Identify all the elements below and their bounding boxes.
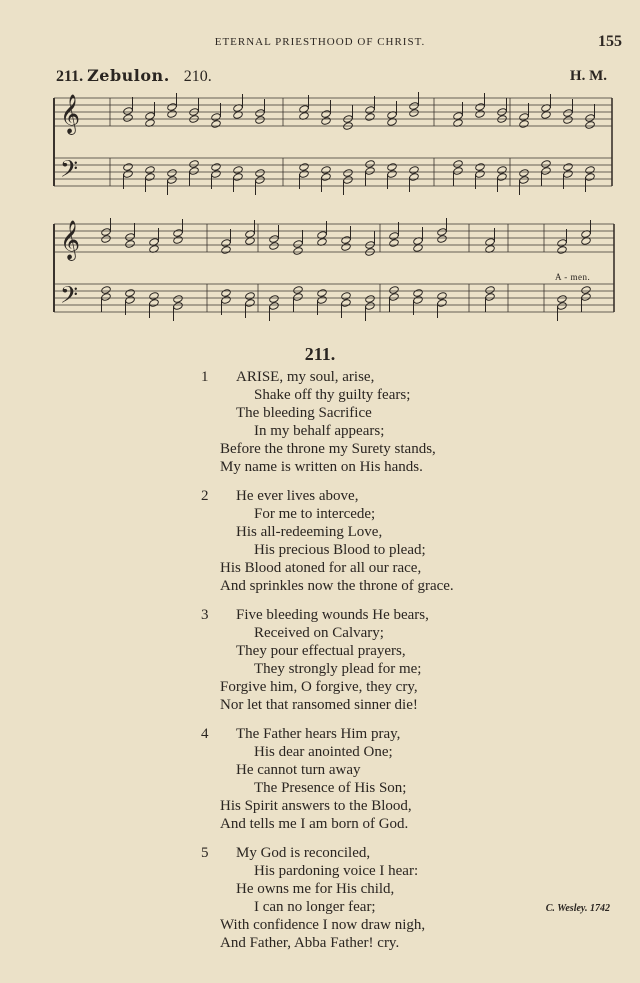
verse-number: 1 [201,369,209,385]
verse-line: And Father, Abba Father! cry. [220,935,400,951]
verse-line: Forgive him, O forgive, they cry, [220,679,418,695]
verse-line: My name is written on His hands. [220,459,423,475]
verse-line: Shake off thy guilty fears; [254,387,411,403]
verse-number: 2 [201,488,209,504]
verse-line: And sprinkles now the throne of grace. [220,578,454,594]
verse-line: The Father hears Him pray, [236,726,401,742]
verse-line: He cannot turn away [236,762,361,778]
verse-line: His dear anointed One; [254,744,393,760]
verse-line: In my behalf appears; [254,423,385,439]
tune-reference: 210. [183,68,212,85]
svg-text:𝄞: 𝄞 [60,94,81,134]
verse-line: My God is reconciled, [236,845,371,861]
verse-line: His precious Blood to plead; [254,542,426,558]
verse-number: 5 [201,845,209,861]
verse [0,725,640,833]
verse [0,606,640,714]
verse-line: And tells me I am born of God. [220,816,409,832]
verse [0,487,640,595]
verse-number: 4 [201,726,209,742]
hymn-number: 211. [304,344,336,364]
attribution: C. Wesley. 1742 [545,903,610,914]
verse-line: The Presence of His Son; [254,780,407,796]
verse-line: Five bleeding wounds He bears, [236,607,429,623]
hymn-verses [0,368,640,963]
verse-line: ARISE, my soul, arise, [236,369,375,385]
amen-lyric: A - men. [555,272,591,282]
tune-number: 211. [56,68,84,85]
verse-line: He owns me for His child, [236,881,395,897]
meter: H. M. [569,68,607,84]
tune-name: Zebulon. [87,66,170,85]
verse-line: Before the throne my Surety stands, [220,441,436,457]
svg-text:𝄢: 𝄢 [60,281,79,314]
verse [0,368,640,476]
music-score [0,88,640,338]
verse-line: For me to intercede; [254,506,376,522]
verse-line: I can no longer fear; [254,899,376,915]
verse-line: Received on Calvary; [254,625,384,641]
verse [0,844,640,952]
verse-line: The bleeding Sacrifice [236,405,372,421]
verse-line: His all-redeeming Love, [236,524,383,540]
verse-line: His pardoning voice I hear: [254,863,419,879]
svg-text:𝄢: 𝄢 [60,155,79,188]
verse-line: With confidence I now draw nigh, [220,917,426,933]
verse-line: His Spirit answers to the Blood, [220,798,412,814]
verse-line: Nor let that ransomed sinner die! [220,697,418,713]
verse-line: They strongly plead for me; [254,661,422,677]
svg-text:𝄞: 𝄞 [60,220,81,260]
page-number: 155 [598,33,622,50]
tune-heading [56,66,212,86]
verse-number: 3 [201,607,209,623]
verse-line: He ever lives above, [236,488,359,504]
running-head: ETERNAL PRIESTHOOD OF CHRIST. [214,36,426,48]
verse-line: His Blood atoned for all our race, [220,560,422,576]
verse-line: They pour effectual prayers, [236,643,406,659]
